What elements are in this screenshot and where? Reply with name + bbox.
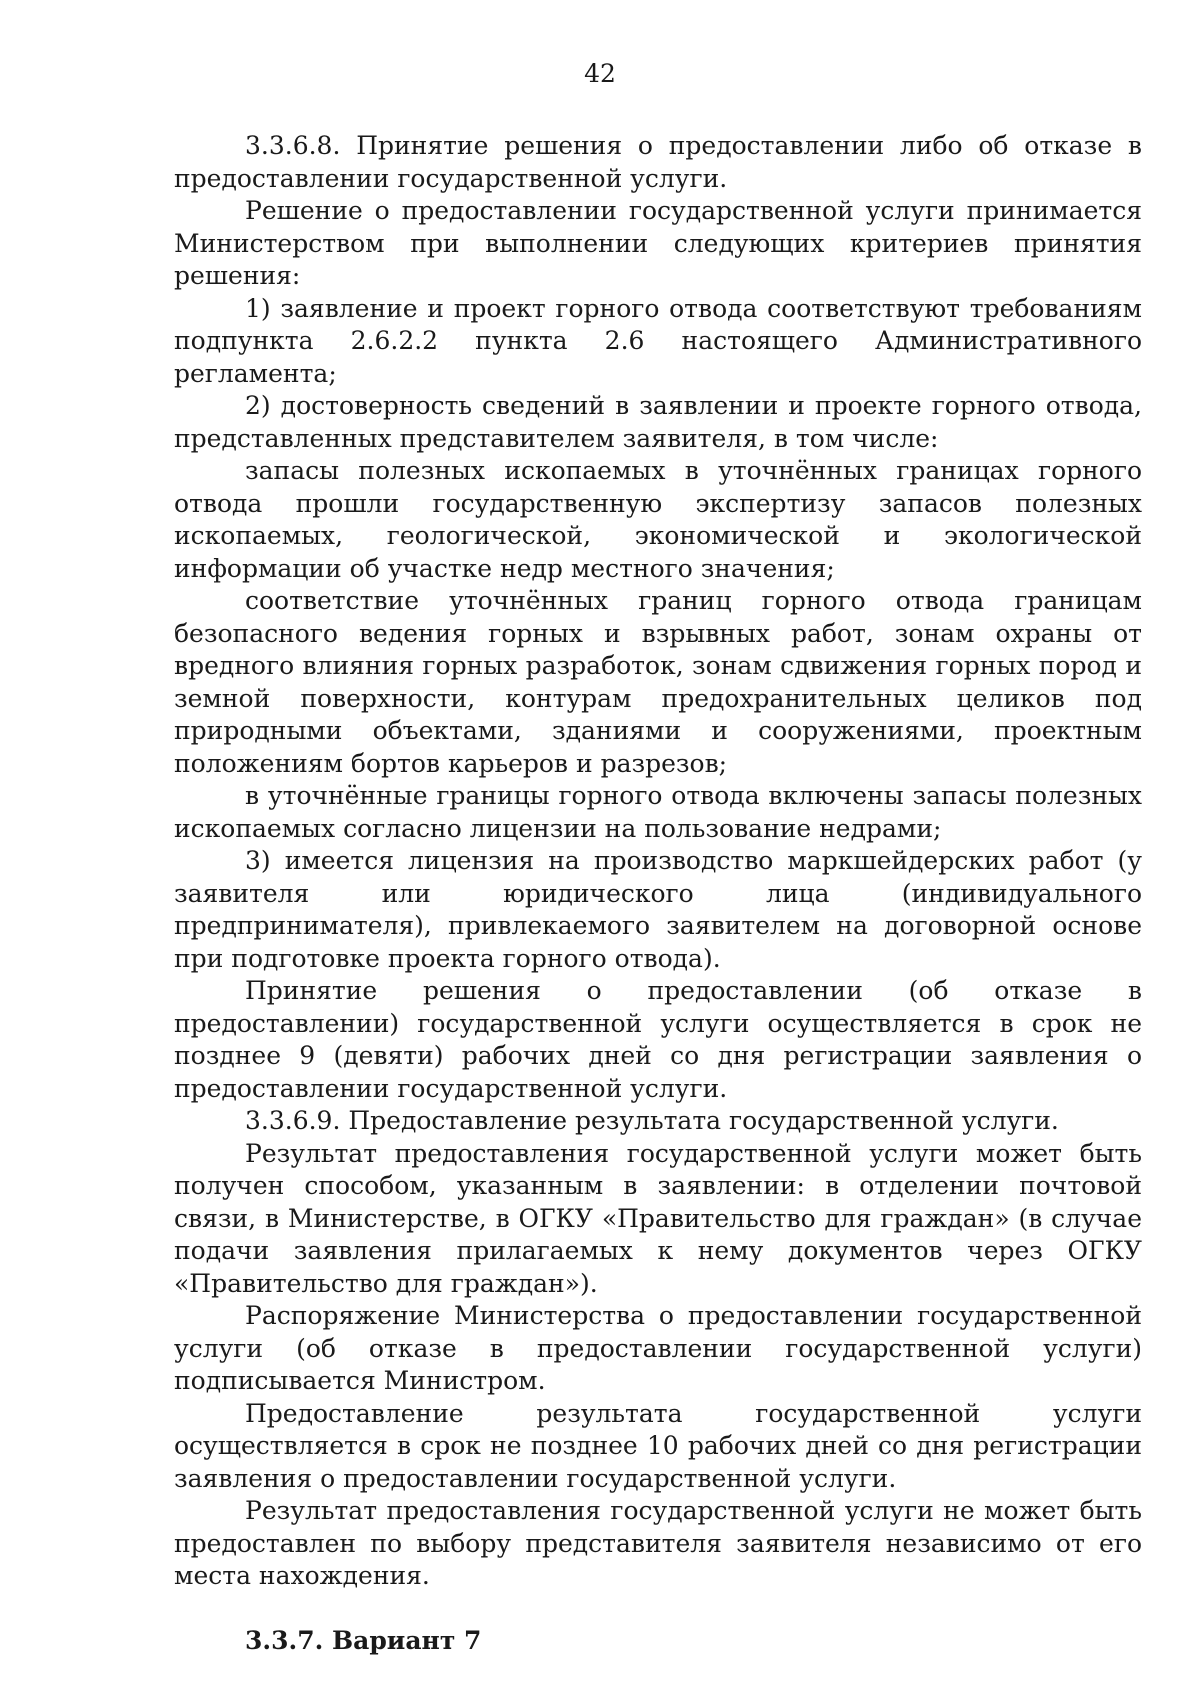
paragraph-result-location: Результат предоставления государственной услуги не может быть предоставлен по выбору представителя заявителя независимо от его места нахождения. [174, 1496, 1142, 1590]
paragraph-3-3-6-8: 3.3.6.8. Принятие решения о предоставлении либо об отказе в предоставлении государственной услуги. [174, 131, 1142, 193]
paragraph-result-methods: Результат предоставления государственной услуги может быть получен способом, указанным в заявлении: в отделении почтовой связи, в Министерстве, в ОГКУ «Правительство для граждан» (в случае подачи заявления прилагаемых к нему документов через ОГКУ «Правительство для граждан»). [174, 1138, 1142, 1298]
document-body [174, 130, 1142, 1657]
paragraph-criterion-2: 2) достоверность сведений в заявлении и проекте горного отвода, представленных представителем заявителя, в том числе: [174, 391, 1142, 453]
paragraph-decision-deadline: Принятие решения о предоставлении (об отказе в предоставлении) государственной услуги осуществляется в срок не позднее 9 (девяти) рабочих дней со дня регистрации заявления о предоставлении государственной услуги. [174, 976, 1142, 1103]
paragraph-order-signed: Распоряжение Министерства о предоставлении государственной услуги (об отказе в предоставлении государственной услуги) подписывается Министром. [174, 1301, 1142, 1395]
paragraph-reserves-license: в уточнённые границы горного отвода включены запасы полезных ископаемых согласно лицензии на пользование недрами; [174, 781, 1142, 843]
paragraph-criterion-1: 1) заявление и проект горного отвода соответствуют требованиям подпункта 2.6.2.2 пункта 2.6 настоящего Административного регламента; [174, 293, 1142, 388]
paragraph-3-3-6-9: 3.3.6.9. Предоставление результата государственной услуги. [245, 1106, 1059, 1135]
paragraph-result-deadline: Предоставление результата государственной услуги осуществляется в срок не позднее 10 рабочих дней со дня регистрации заявления о предоставлении государственной услуги. [174, 1398, 1142, 1493]
paragraph-decision-criteria: Решение о предоставлении государственной услуги принимается Министерством при выполнении следующих критериев принятия решения: [174, 196, 1142, 290]
paragraph-boundaries-compliance: соответствие уточнённых границ горного отвода границам безопасного ведения горных и взрывных работ, зонам охраны от вредного влияния горных разработок, зонам сдвижения горных пород и земной поверхности, контурам предохранительных целиков под природными объектами, зданиями и сооружениями, проектным положениям бортов карьеров и разрезов; [174, 586, 1142, 778]
page-number: 42 [584, 59, 616, 88]
section-heading-variant-7: 3.3.7. Вариант 7 [245, 1625, 482, 1655]
paragraph-reserves-expertise: запасы полезных ископаемых в уточнённых границах горного отвода прошли государственную экспертизу запасов полезных ископаемых, геологической, экономической и экологической информации об участке недр местного значения; [174, 456, 1142, 583]
paragraph-criterion-3: 3) имеется лицензия на производство маркшейдерских работ (у заявителя или юридического лица (индивидуального предпринимателя), привлекаемого заявителем на договорной основе при подготовке проекта горного отвода). [174, 846, 1142, 973]
